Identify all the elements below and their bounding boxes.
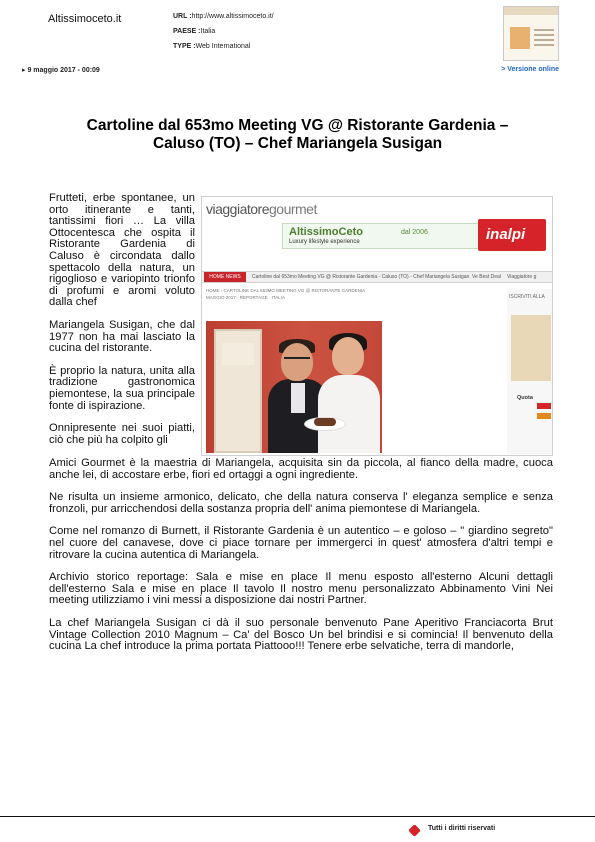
- article-column: [49, 193, 195, 446]
- chef-head: [332, 337, 364, 375]
- thumbnail-line: [534, 29, 554, 31]
- paragraph: Archivio storico reportage: Sala e mise en place Il menu esposto all'esterno Alcuni dettagli dell'esterno Sala e mise en place Il tavolo Il nostro menu personalizzato Abbinamento Vini Nei meeting utilizziamo i vini messi a disposizione dai nostri Partner.: [49, 571, 553, 607]
- title-line-2: Caluso (TO) – Chef Mariangela Susigan: [152, 135, 443, 152]
- glasses: [284, 357, 310, 361]
- brand-part-2: gourmet: [269, 201, 317, 217]
- country-row: [173, 24, 274, 39]
- type-value: Web International: [195, 43, 251, 50]
- thumbnail-header: [504, 7, 558, 15]
- man-shirt: [291, 383, 305, 413]
- thumbnail-line: [534, 44, 554, 46]
- man-head: [281, 343, 313, 381]
- type-row: [173, 39, 274, 54]
- nav-item: Ve Best Deal: [472, 274, 501, 280]
- paragraph: Amici Gourmet è la maestria di Mariangela, acquisita sin da piccola, al fianco della madre, cuoca anche lei, di accostare erbe, fiori ed ortaggi a ogni ingrediente.: [49, 457, 553, 481]
- site-brand: [206, 201, 317, 217]
- article-meta: MAGGIO 2017 · REPORTAGE · ITALIA: [206, 295, 286, 300]
- country-value: Italia: [200, 28, 216, 35]
- online-version-link[interactable]: > Versione online: [501, 66, 559, 73]
- sidebar-label: ISCRIVITI ALLA: [509, 294, 545, 300]
- paragraph: Ne risulta un insieme armonico, delicato, che della natura conserva l' eleganza semplice e senza fronzoli, pur arricchendosi della sostanza propria dell' anima piemontese di Mariangela.: [49, 491, 553, 515]
- food: [314, 418, 336, 426]
- breadcrumb: HOME › CARTOLINE DAL 653MO MEETING VG @ RISTORANTE GARDENIA: [206, 288, 366, 293]
- footer-logo-icon: [408, 824, 421, 837]
- paragraph: Onnipresente nei suoi piatti, ciò che più ha colpito gli: [49, 422, 195, 446]
- paragraph: Frutteti, erbe spontanee, un orto itinerante e tanti, tantissimi fiori … La villa Ottocentesca che ospita il Ristorante Gardenia di Caluso è circondata dallo spettacolo della natura, un rigoglioso e variopinto trionfo di profumi e aromi voluto dalla chef: [49, 192, 195, 309]
- paragraph: Come nel romanzo di Burnett, il Ristorante Gardenia è un autentico – e goloso – " giardino segreto" nel cuore del canavese, dove ci piace tornare per immergerci in quest' atmosfera d'altri tempi e ritrovare la cucina autentica di Mariangela.: [49, 525, 553, 561]
- thumbnail-line: [534, 34, 554, 36]
- nav-item: Cartoline dal 653mo Meeting VG @ Ristorante Gardenia - Caluso (TO) - Chef Mariangela Susigan: [252, 274, 470, 280]
- sidebar-badge: [537, 413, 551, 419]
- url-label: URL :: [173, 13, 192, 20]
- url-value[interactable]: http://www.altissimoceto.it/: [191, 13, 274, 20]
- nav-home: HOME NEWS: [204, 272, 246, 282]
- website-screenshot: [201, 196, 553, 456]
- site-sidebar: [507, 289, 552, 454]
- site-name: Altissimoceto.it: [48, 13, 122, 25]
- page-thumbnail: [503, 6, 559, 61]
- sidebar-quota: Quota: [517, 395, 533, 401]
- sponsor-logo: [478, 219, 546, 251]
- banner-subtitle: Luxury lifestyle experience: [289, 239, 360, 245]
- article-body: [49, 458, 553, 664]
- title-line-1: Cartoline dal 653mo Meeting VG @ Ristorante Gardenia –: [86, 117, 509, 134]
- source-meta: [173, 9, 274, 54]
- footer-copyright: Tutti i diritti riservati: [428, 825, 496, 832]
- article-title: [40, 117, 555, 153]
- site-navbar: [202, 271, 553, 283]
- banner-name: AltissimoCeto: [289, 226, 363, 238]
- nav-item: Viaggiatore g: [507, 274, 537, 280]
- chef-photo: [206, 321, 382, 453]
- chef-figure: [318, 375, 380, 453]
- thumbnail-line: [534, 39, 554, 41]
- sponsor-name: inalpi: [486, 226, 526, 243]
- paragraph: Mariangela Susigan, che dal 1977 non ha mai lasciato la cucina del ristorante.: [49, 318, 195, 355]
- banner-since: dal 2006: [401, 229, 428, 236]
- footer-divider: [0, 816, 595, 817]
- brand-part-1: viaggiatore: [206, 201, 269, 217]
- publish-date: ▸ 9 maggio 2017 - 00:09: [22, 67, 100, 74]
- sidebar-image: [511, 315, 551, 381]
- thumbnail-image: [510, 27, 530, 49]
- url-row: [173, 9, 274, 24]
- country-label: PAESE :: [173, 28, 201, 35]
- sidebar-badge: [537, 403, 551, 409]
- paragraph: La chef Mariangela Susigan ci dà il suo personale benvenuto Pane Aperitivo Franciacorta Brut Vintage Collection 2010 Magnum – Ca' del Bosco Un bel brindisi e si comincia! Il benvenuto della cucina La chef introduce la prima portata Piattooo!!! Tenere erbe selvatiche, terra di mandorle,: [49, 616, 553, 653]
- photo-poster: [222, 343, 254, 365]
- paragraph: È proprio la natura, unita alla tradizione gastronomica piemontese, la sua principale fonte di ispirazione.: [49, 364, 195, 412]
- type-label: TYPE :: [173, 43, 196, 50]
